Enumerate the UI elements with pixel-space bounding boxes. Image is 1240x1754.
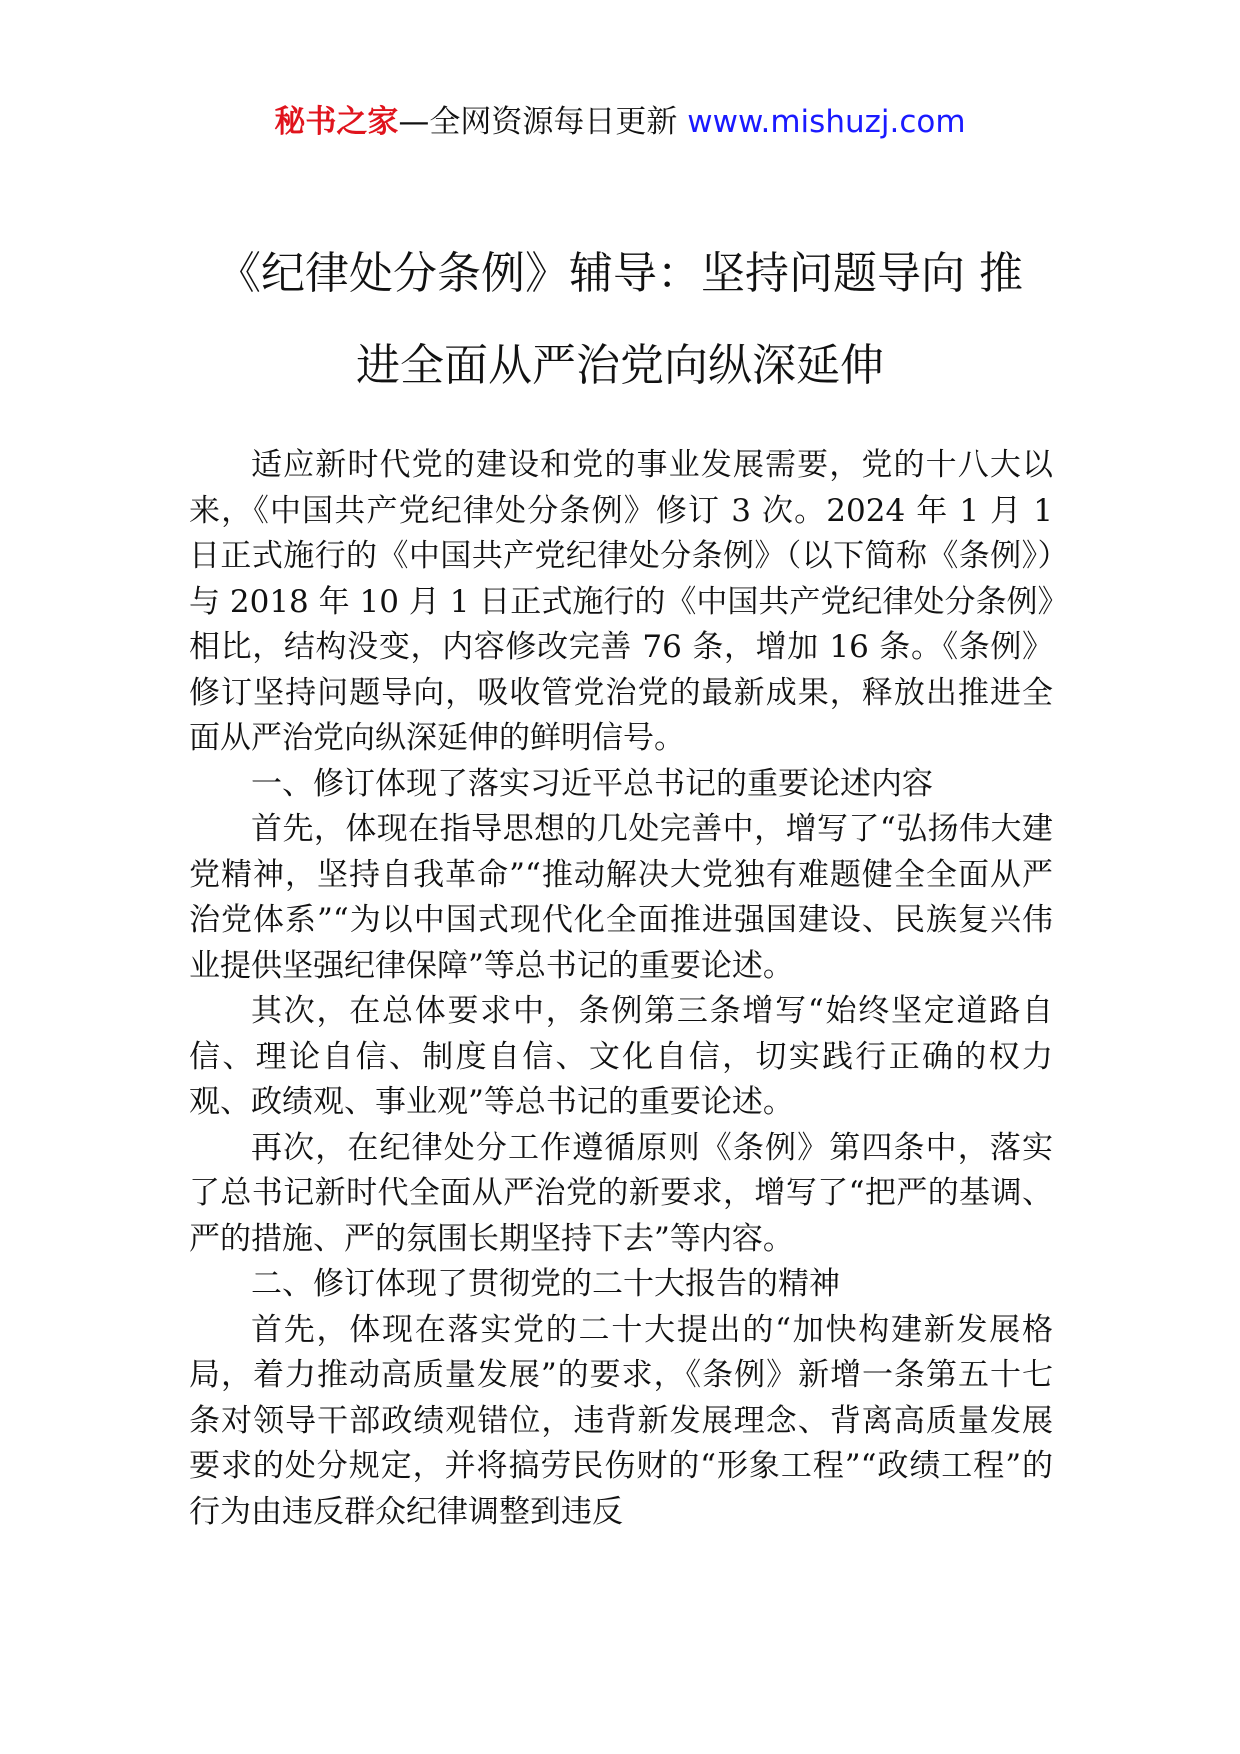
site-url-link[interactable]: www.mishuzj.com: [687, 104, 966, 140]
document-title: [150, 228, 1090, 412]
document-title-line-2: 进全面从严治党向纵深延伸: [356, 340, 884, 391]
site-tagline: —全网资源每日更新: [398, 104, 688, 140]
paragraph-intro: 适应新时代党的建设和党的事业发展需要，党的十八大以来，《中国共产党纪律处分条例》修订 3 次。2024 年 1 月 1 日正式施行的《中国共产党纪律处分条例》（以下简称《条例》）与 2018 年 10 月 1 日正式施行的《中国共产党纪律处分条例》相比，结构没变，内容修改完善 76 条，增加 16 条。《条例》修订坚持问题导向，吸收管党治党的最新成果，释放出推进全面从严治党向纵深延伸的鲜明信号。: [189, 447, 1053, 756]
paragraph: 其次，在总体要求中，条例第三条增写“始终坚定道路自信、理论自信、制度自信、文化自信，切实践行正确的权力观、政绩观、事业观”等总书记的重要论述。: [189, 993, 1053, 1120]
site-brand: 秘书之家: [274, 104, 399, 140]
document-body: [189, 443, 1053, 1535]
paragraph: 再次，在纪律处分工作遵循原则《条例》第四条中，落实了总书记新时代全面从严治党的新要求，增写了“把严的基调、严的措施、严的氛围长期坚持下去”等内容。: [189, 1129, 1053, 1257]
paragraph: 首先，体现在指导思想的几处完善中，增写了“弘扬伟大建党精神，坚持自我革命”“推动解决大党独有难题健全全面从严治党体系”“为以中国式现代化全面推进强国建设、民族复兴伟业提供坚强纪律保障”等总书记的重要论述。: [189, 811, 1053, 984]
section-heading-1: 一、修订体现了落实习近平总书记的重要论述内容: [251, 765, 933, 802]
section-heading-2: 二、修订体现了贯彻党的二十大报告的精神: [251, 1266, 840, 1302]
site-header: [0, 100, 1240, 144]
paragraph: 首先，体现在落实党的二十大提出的“加快构建新发展格局，着力推动高质量发展”的要求，《条例》新增一条第五十七条对领导干部政绩观错位，违背新发展理念、背离高质量发展要求的处分规定，并将搞劳民伤财的“形象工程”“政绩工程”的行为由违反群众纪律调整到违反: [189, 1311, 1053, 1530]
document-title-line-1: 《纪律处分条例》辅导：坚持问题导向 推: [217, 248, 1023, 299]
